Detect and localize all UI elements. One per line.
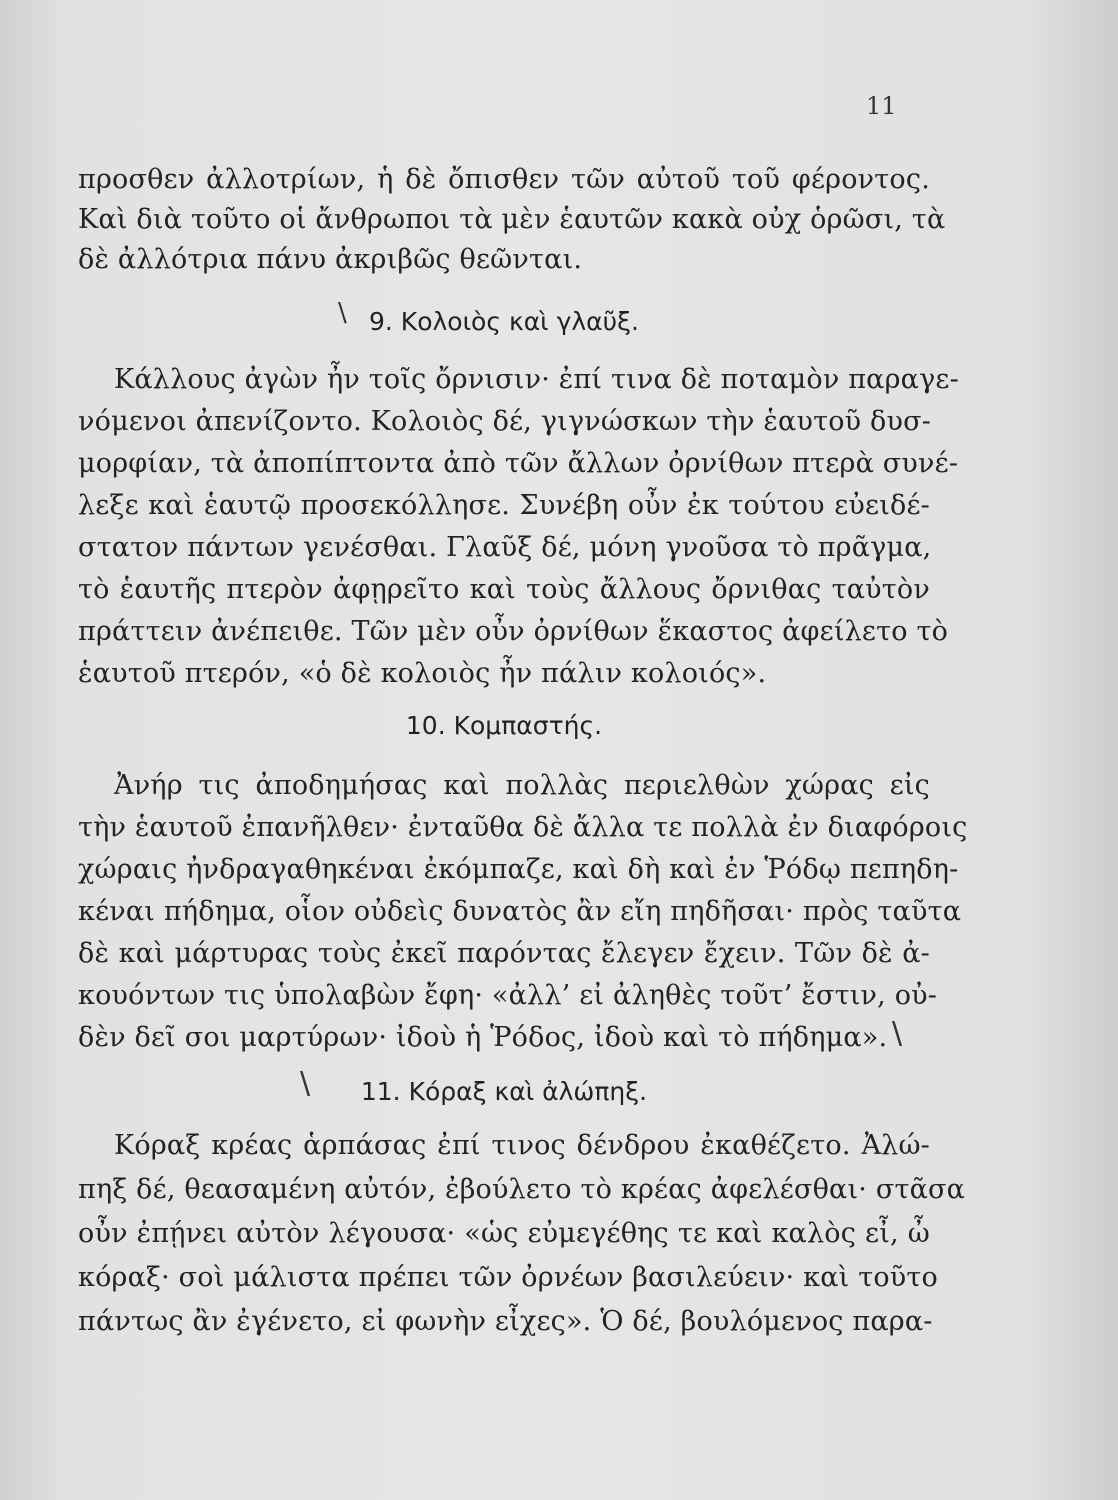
- text-line: δὲ ἀλλότρια πάνυ ἀκριβῶς θεῶνται.: [78, 244, 583, 275]
- text-line: δὲ καὶ μάρτυρας τοὺς ἐκεῖ παρόντας ἔλεγεν ἔχειν. Τῶν δὲ ἀ-: [78, 938, 930, 969]
- text-line: δὲν δεῖ σοι μαρτύρων· ἰδοὺ ἡ Ῥόδος, ἰδοὺ καὶ τὸ πήδημα».: [78, 1022, 888, 1053]
- text-line: τὸ ἑαυτῆς πτερὸν ἀφῃρεῖτο καὶ τοὺς ἄλλους ὄρνιθας ταὐτὸν: [78, 574, 930, 605]
- text-line: κόραξ· σοὶ μάλιστα πρέπει τῶν ὀρνέων βασιλεύειν· καὶ τοῦτο: [78, 1262, 938, 1293]
- text-line: προσθεν ἀλλοτρίων, ἡ δὲ ὄπισθεν τῶν αὐτοῦ τοῦ φέροντος.: [78, 164, 930, 195]
- text-line: ἑαυτοῦ πτερόν, «ὁ δὲ κολοιὸς ἦν πάλιν κολοιός».: [78, 658, 767, 689]
- fable-heading: 10. Κομπαστής.: [405, 711, 603, 740]
- text-line: Ἀνήρ τις ἀποδημήσας καὶ πολλὰς περιελθὼν χώρας εἰς: [114, 770, 930, 801]
- text-line: κουόντων τις ὑπολαβὼν ἔφη· «ἀλλ’ εἰ ἀληθὲς τοῦτ’ ἔστιν, οὐ-: [78, 980, 938, 1011]
- text-line: πράττειν ἀνέπειθε. Τῶν μὲν οὖν ὀρνίθων ἕκαστος ἀφείλετο τὸ: [78, 616, 949, 647]
- text-line: λεξε καὶ ἑαυτῷ προσεκόλλησε. Συνέβη οὖν ἐκ τούτου εὐειδέ-: [78, 490, 930, 521]
- text-line: πάντως ἂν ἐγένετο, εἰ φωνὴν εἶχες». Ὁ δέ, βουλόμενος παρα-: [78, 1306, 933, 1337]
- text-line: τὴν ἑαυτοῦ ἐπανῆλθεν· ἐνταῦθα δὲ ἄλλα τε πολλὰ ἐν διαφόροις: [78, 812, 968, 843]
- text-line: πηξ δέ, θεασαμένη αὐτόν, ἐβούλετο τὸ κρέας ἀφελέσθαι· στᾶσα: [78, 1174, 966, 1205]
- page-number: 11: [866, 92, 897, 120]
- text-line: Κόραξ κρέας ἁρπάσας ἐπί τινος δένδρου ἐκαθέζετο. Ἀλώ-: [114, 1130, 930, 1161]
- text-line: στατον πάντων γενέσθαι. Γλαῦξ δέ, μόνη γνοῦσα τὸ πρᾶγμα,: [78, 532, 932, 563]
- text-line: χώραις ἠνδραγαθηκέναι ἐκόμπαζε, καὶ δὴ καὶ ἐν Ῥόδῳ πεπηδη-: [78, 854, 959, 885]
- pencil-mark-icon: \: [338, 298, 347, 328]
- text-line: κέναι πήδημα, οἷον οὐδεὶς δυνατὸς ἂν εἴη πηδῆσαι· πρὸς ταῦτα: [78, 896, 962, 927]
- pencil-mark-icon: \: [300, 1066, 311, 1101]
- fable-heading: 9. Κολοιὸς καὶ γλαῦξ.: [369, 307, 639, 336]
- fable-heading: 11. Κόραξ καὶ ἀλώπηξ.: [360, 1077, 648, 1106]
- text-line: νόμενοι ἀπενίζοντο. Κολοιὸς δέ, γιγνώσκων τὴν ἑαυτοῦ δυσ-: [78, 406, 932, 437]
- pencil-mark-icon: \: [892, 1016, 903, 1051]
- text-line: Κάλλους ἀγὼν ἦν τοῖς ὄρνισιν· ἐπί τινα δὲ ποταμὸν παραγε-: [114, 364, 959, 395]
- text-line: μορφίαν, τὰ ἀποπίπτοντα ἀπὸ τῶν ἄλλων ὀρνίθων πτερὰ συνέ-: [78, 448, 959, 479]
- text-line: οὖν ἐπῄνει αὐτὸν λέγουσα· «ὡς εὐμεγέθης τε καὶ καλὸς εἶ, ὦ: [78, 1218, 930, 1249]
- text-line: Καὶ διὰ τοῦτο οἱ ἄνθρωποι τὰ μὲν ἑαυτῶν κακὰ οὐχ ὁρῶσι, τὰ: [78, 204, 946, 235]
